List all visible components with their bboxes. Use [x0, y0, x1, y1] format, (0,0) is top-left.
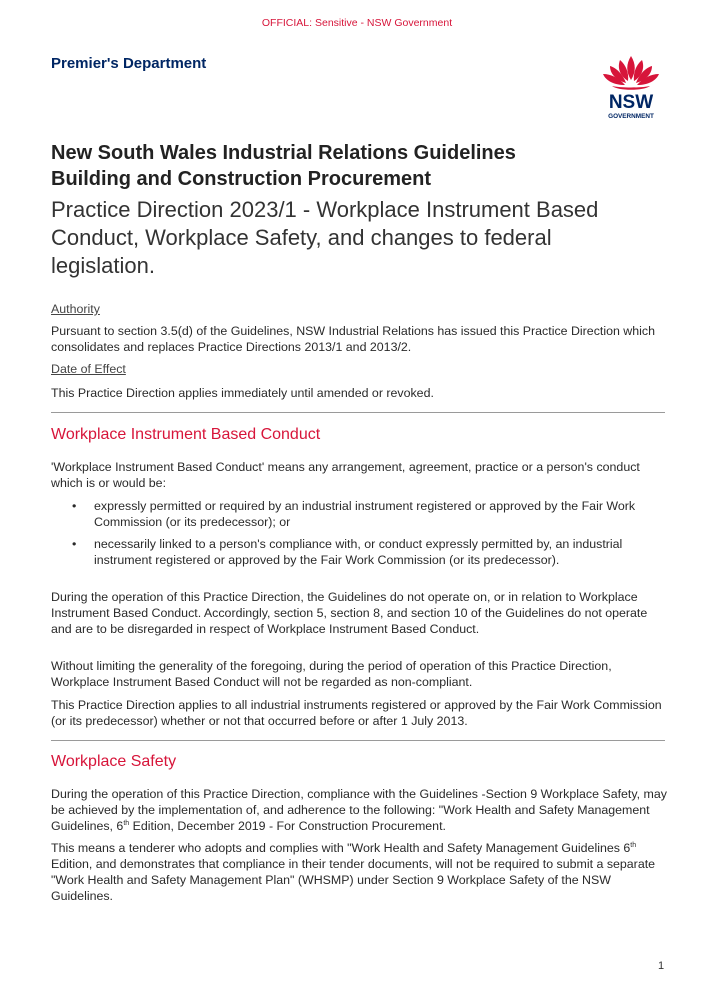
title-line-2: Building and Construction Procurement	[51, 168, 432, 190]
bullet-text: expressly permitted or required by an industrial instrument registered or approved by the Fair Work Commission (or its predecessor); or	[94, 499, 636, 529]
logo-subtext: GOVERNMENT	[608, 113, 654, 120]
nsw-government-logo	[598, 52, 664, 122]
wibc-paragraph-2: Without limiting the generality of the foregoing, during the period of operation of this Practice Direction, Workplace Instrument Based Conduct will not be regarded as non-compliant.	[51, 659, 612, 689]
bullet-icon: •	[72, 499, 77, 513]
wibc-bullet-1	[72, 498, 652, 530]
classification-banner: OFFICIAL: Sensitive - NSW Government	[261, 17, 453, 29]
safety-paragraph-2: This means a tenderer who adopts and complies with "Work Health and Safety Management Guidelines 6th Edition, and demonstrates that compliance in their tender documents, will not be required to submit a separate "Work Health and Safety Management Plan" (WHSMP) under Section 9 Workplace Safety of the NSW Guidelines.	[51, 841, 656, 903]
document-subtitle: Practice Direction 2023/1 - Workplace Instrument Based Conduct, Workplace Safety, and changes to federal legislation.	[51, 197, 599, 278]
wibc-paragraph-3: This Practice Direction applies to all industrial instruments registered or approved by the Fair Work Commission (or its predecessor) whether or not that occurred before or after 1 July 2013.	[51, 698, 662, 728]
wibc-bullet-2	[72, 536, 652, 568]
date-of-effect-label	[51, 361, 669, 377]
section-title-safety: Workplace Safety	[51, 753, 177, 770]
safety-paragraph-1: During the operation of this Practice Direction, compliance with the Guidelines -Section 9 Workplace Safety, may be achieved by the implementation of, and adherence to the following: "Work Health and Safety Management Guidelines, 6th Edition, December 2019 - For Construction Procurement.	[51, 787, 667, 833]
authority-text: Pursuant to section 3.5(d) of the Guidelines, NSW Industrial Relations has issued this Practice Direction which consolidates and replaces Practice Directions 2013/1 and 2013/2.	[51, 324, 655, 354]
wibc-paragraph-1: During the operation of this Practice Direction, the Guidelines do not operate on, or in relation to Workplace Instrument Based Conduct. Accordingly, section 5, section 8, and section 10 of the Guidelines do not operate and are to be disregarded in respect of Workplace Instrument Based Conduct.	[51, 590, 648, 636]
document-title	[51, 140, 611, 192]
page-number: 1	[658, 960, 665, 972]
department-name: Premier's Department	[51, 55, 207, 72]
bullet-icon: •	[72, 537, 77, 551]
section-divider	[51, 740, 665, 741]
title-line-1: New South Wales Industrial Relations Guidelines	[51, 142, 516, 164]
date-of-effect-text: This Practice Direction applies immediately until amended or revoked.	[51, 386, 434, 400]
section-divider	[51, 412, 665, 413]
logo-wordmark: NSW	[608, 92, 654, 113]
authority-label-text: Authority	[51, 302, 100, 316]
date-of-effect-label-text: Date of Effect	[51, 362, 126, 376]
authority-label	[51, 301, 669, 317]
bullet-text: necessarily linked to a person's compliance with, or conduct expressly permitted by, an industrial instrument registered or approved by the Fair Work Commission (or its predecessor).	[94, 537, 623, 567]
section-title-wibc: Workplace Instrument Based Conduct	[51, 426, 321, 443]
wibc-intro: 'Workplace Instrument Based Conduct' means any arrangement, agreement, practice or a person's conduct which is or would be:	[51, 460, 640, 490]
